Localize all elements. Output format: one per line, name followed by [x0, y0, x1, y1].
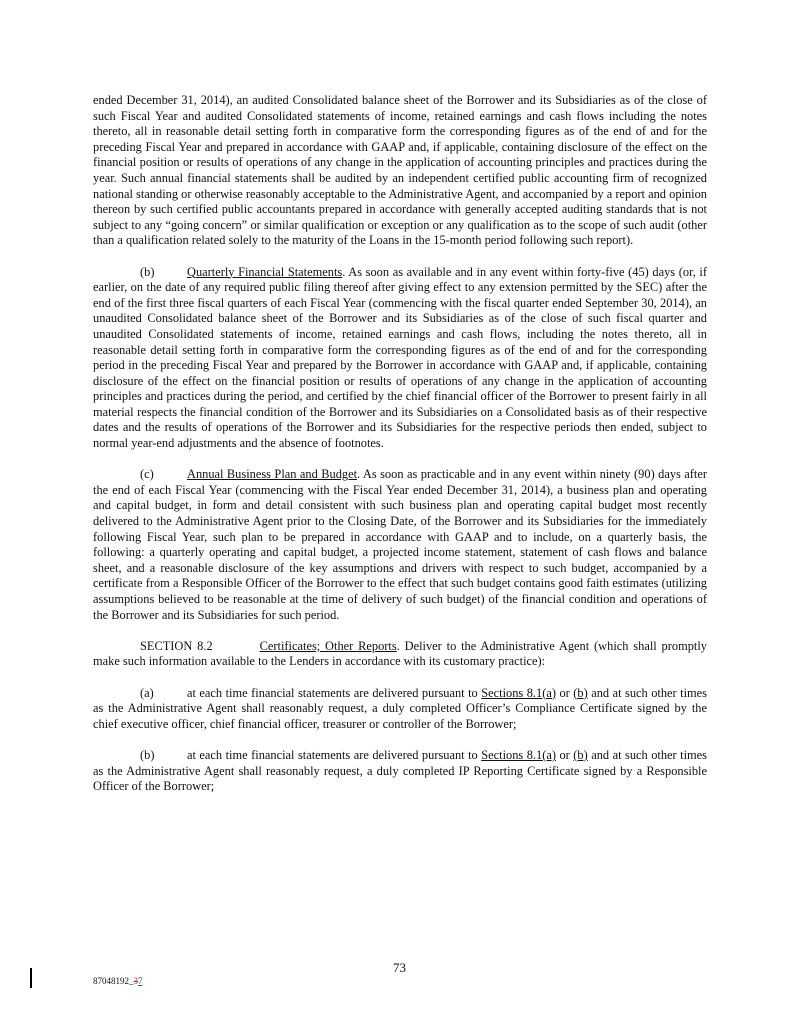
item-label: (a): [140, 685, 154, 700]
cross-ref-link: (b): [573, 685, 588, 700]
item-text: . As soon as practicable and in any event within ninety (90) days after the end of each Fiscal Year (commencing with the Fiscal Year ended December 31, 2014), a business plan and operating and capital budget, in form and detail consistent with such business plan and operating capital budget most recently delivered to the Administrative Agent prior to the Closing Date, of the Borrower and its Subsidiaries for the immediately following Fiscal Year, such plan to be prepared in accordance with GAAP and to include, on a quarterly basis, the following: a quarterly operating and capital budget, a projected income statement, statement of cash flows and balance sheet, and a reasonable disclosure of the key assumptions and drivers with respect to such budget, accompanied by a certificate from a Responsible Officer of the Borrower to the effect that such budget contains good faith estimates (utilizing assumptions believed to be reasonable at the time of delivery of such budget) of the financial condition and operations of the Borrower and its Subsidiaries for such period.: [93, 467, 707, 622]
docid-inserted: 7: [138, 976, 143, 986]
docid-deleted: 3: [133, 976, 138, 986]
item-heading: Quarterly Financial Statements: [187, 264, 343, 279]
change-bar: [30, 968, 32, 988]
item-text: and at such other times as the Administrative Agent shall reasonably request, a duly completed Officer’s Compliance Certificate signed by the chief executive officer, chief financial officer, treasurer or controller of the Borrower;: [93, 685, 707, 731]
item-text: at each time financial statements are delivered pursuant to: [187, 685, 482, 700]
item-a-compliance: [93, 686, 707, 733]
item-heading: Annual Business Plan and Budget: [187, 467, 358, 482]
item-label: (b): [140, 264, 155, 279]
docid-text: 87048192_: [93, 976, 134, 986]
item-text: at each time financial statements are delivered pursuant to: [187, 747, 482, 762]
item-text: or: [555, 747, 574, 762]
item-text: or: [555, 685, 574, 700]
item-b-ip-reporting: [93, 748, 707, 795]
cross-ref-link: (b): [573, 747, 588, 762]
cross-ref-link: Sections 8.1(a): [481, 747, 556, 762]
paragraph-continued: ended December 31, 2014), an audited Consolidated balance sheet of the Borrower and its Subsidiaries as of the close of such Fiscal Year and audited Consolidated statements of income, retained earnings and cash flows including the notes thereto, all in reasonable detail setting forth in comparative form the corresponding figures as of the end of and for the preceding Fiscal Year and prepared in accordance with GAAP and, if applicable, containing disclosure of the effect on the financial position or results of operations of any change in the application of accounting principles and practices during the year. Such annual financial statements shall be audited by an independent certified public accounting firm of recognized national standing or otherwise reasonably acceptable to the Administrative Agent, and accompanied by a report and opinion thereon by such certified public accountants prepared in accordance with generally accepted auditing standards that is not subject to any “going concern” or similar qualification or exception or any qualification as to the scope of such audit (other than a qualification related solely to the maturity of the Loans in the 15-month period following such report).: [93, 93, 707, 248]
section-label: SECTION 8.2: [140, 638, 213, 653]
document-body: [93, 93, 707, 795]
item-text: and at such other times as the Administrative Agent shall reasonably request, a duly completed IP Reporting Certificate signed by a Responsible Officer of the Borrower;: [93, 747, 707, 794]
item-label: (b): [140, 747, 155, 762]
section-8-2: [93, 639, 707, 670]
paragraph-c-budget: [93, 467, 707, 623]
paragraph-b-quarterly: [93, 265, 707, 452]
cross-ref-link: Sections 8.1(a): [481, 685, 556, 700]
item-label: (c): [140, 467, 154, 482]
item-text: . As soon as available and in any event within forty-five (45) days (or, if earlier, on the date of any required public filing thereof after giving effect to any extension permitted by the SEC) after the end of the first three fiscal quarters of each Fiscal Year (commencing with the fiscal quarter ended September 30, 2014), an unaudited Consolidated balance sheet of the Borrower and its Subsidiaries as of the close of such fiscal quarter and unaudited Consolidated statements of income, retained earnings and cash flows, including the notes thereto, all in reasonable detail setting forth in comparative form the corresponding figures as of the end of and for the corresponding period in the preceding Fiscal Year and prepared by the Borrower in accordance with GAAP and, if applicable, containing disclosure of the effect on the financial position or results of operations of any change in the application of accounting principles and practices during the period, and certified by the chief financial officer of the Borrower to present fairly in all material respects the financial condition of the Borrower and its Subsidiaries on a Consolidated basis as of their respective dates and the results of operations of the Borrower and its Subsidiaries for the respective periods then ended, subject to normal year-end adjustments and the absence of footnotes.: [93, 264, 707, 451]
page-number: 73: [393, 960, 406, 975]
section-text: . Deliver to the Administrative Agent (which shall promptly make such information available to the Lenders in accordance with its customary practice):: [93, 638, 707, 669]
section-heading: Certificates; Other Reports: [259, 638, 397, 653]
footer-docid: [93, 976, 143, 986]
